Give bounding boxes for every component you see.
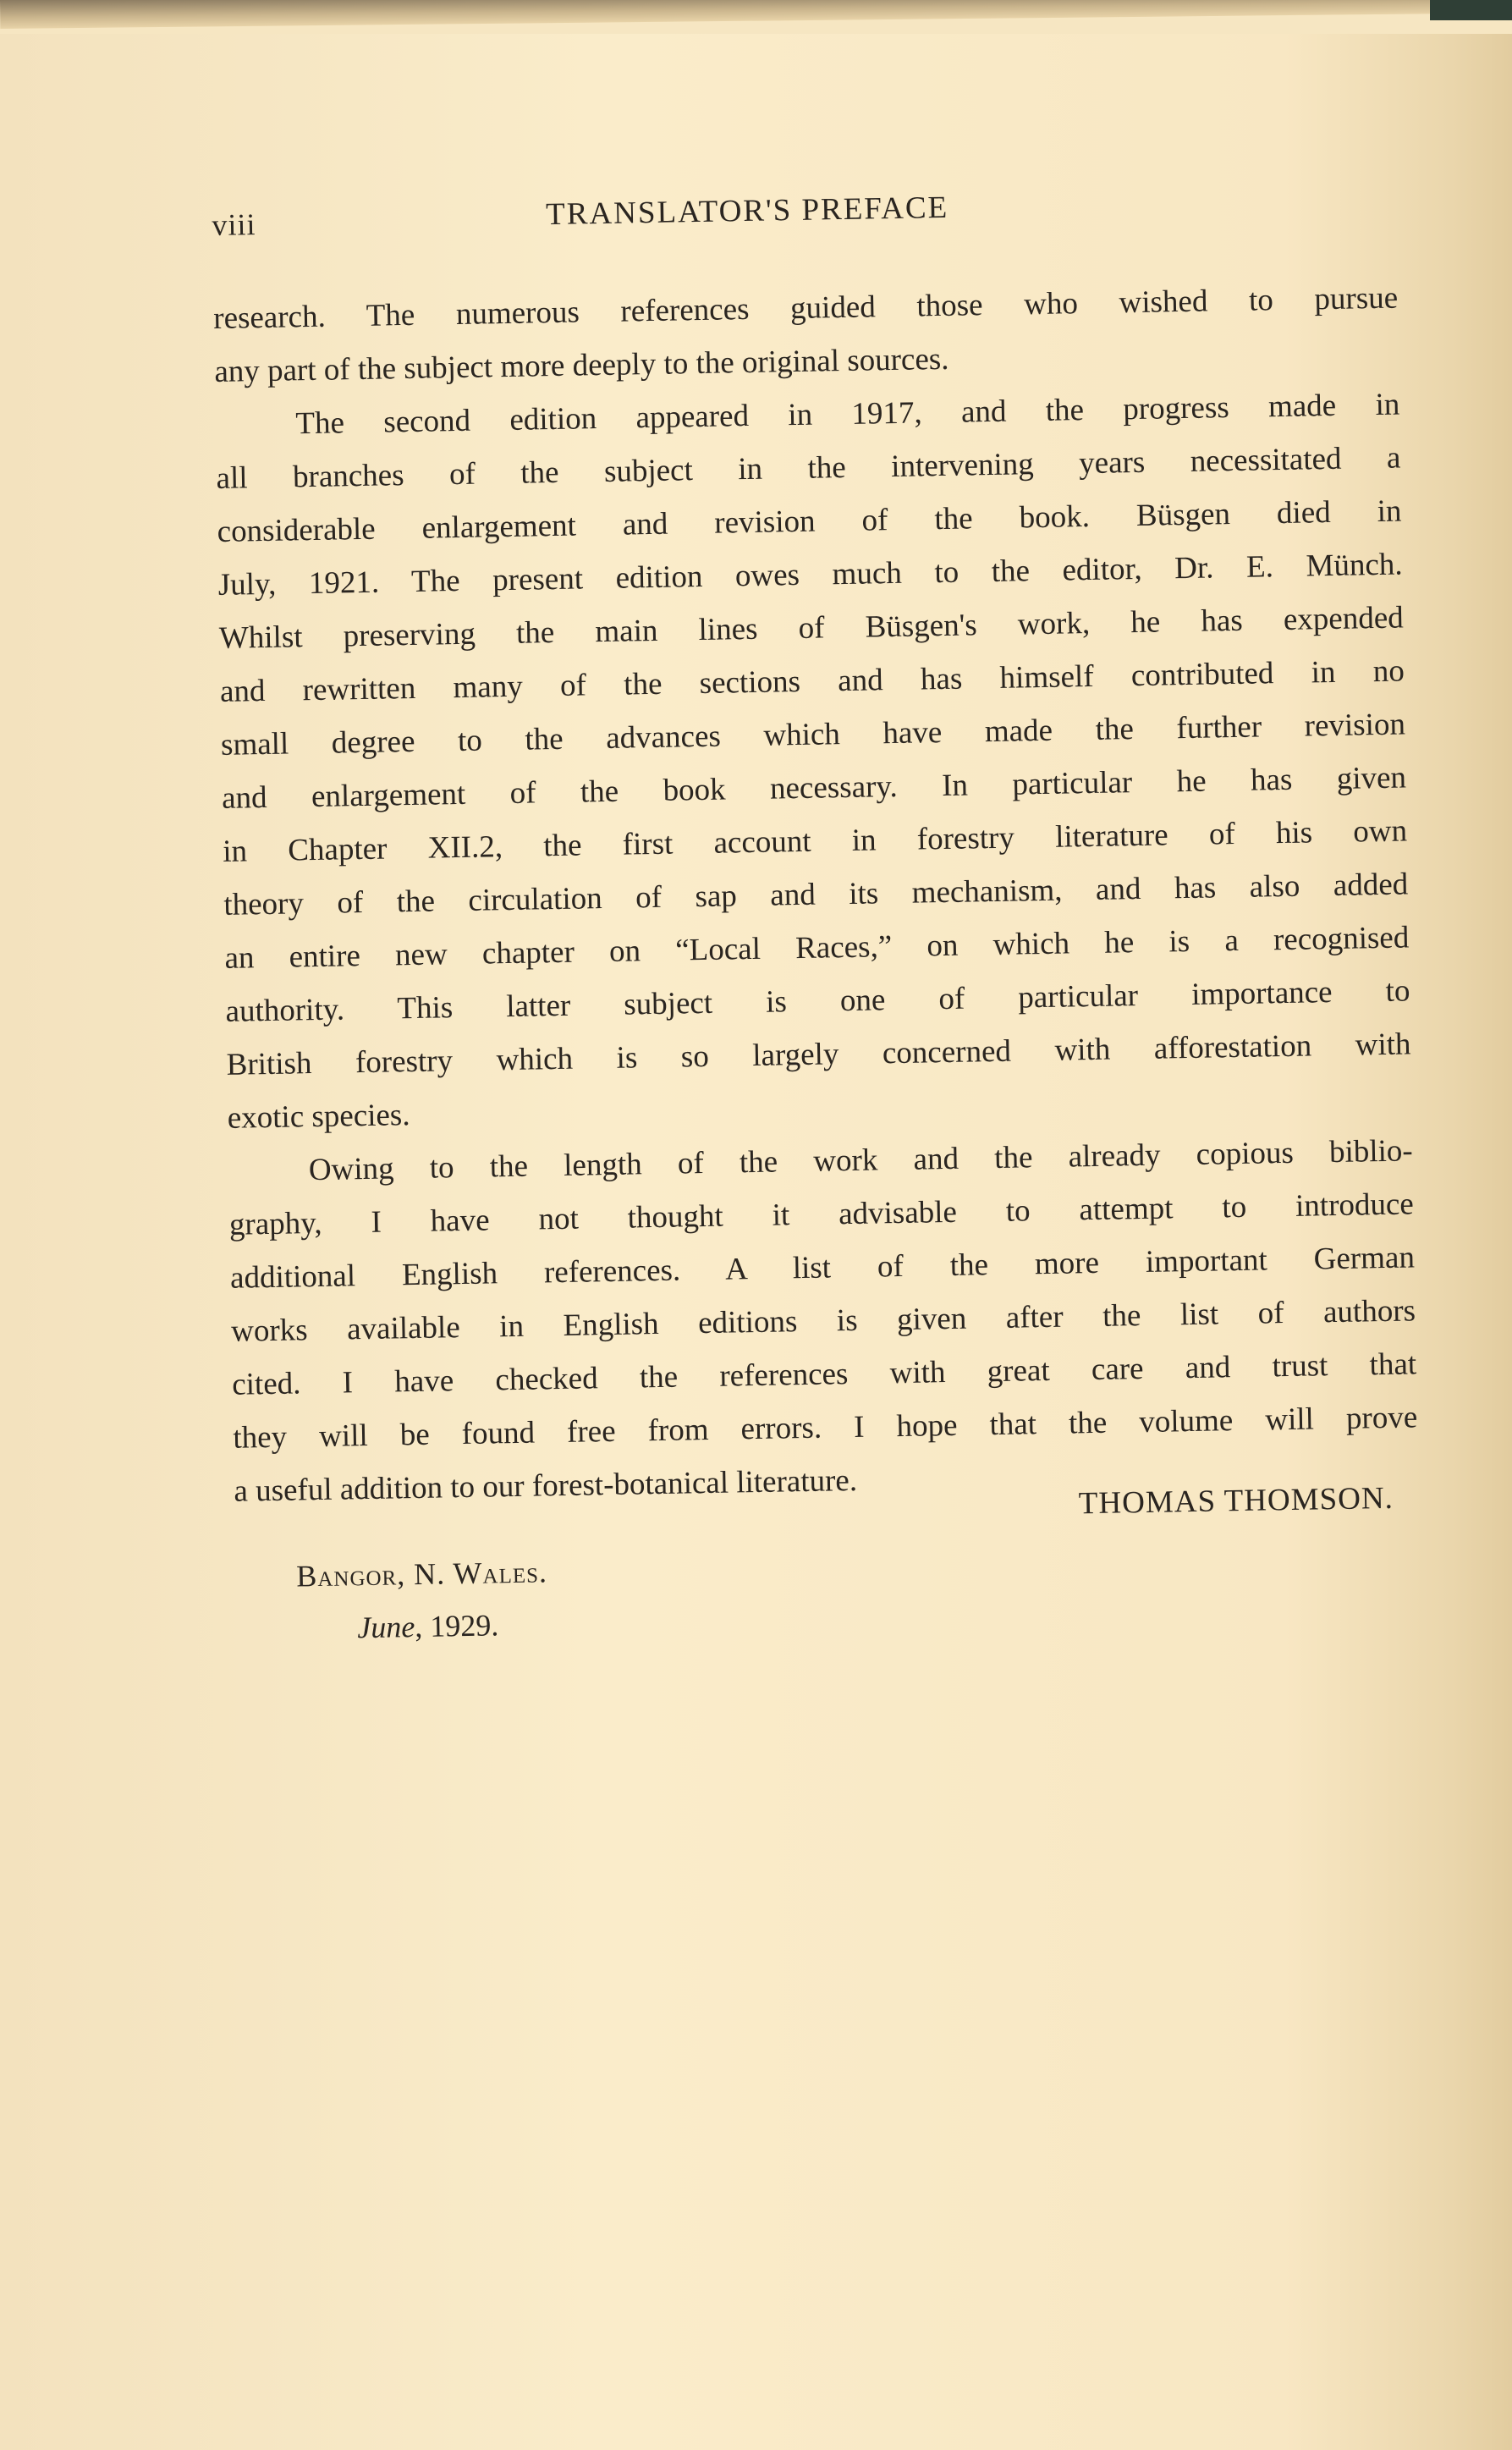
text-line: Owing to the length of the work and the already copious biblio- xyxy=(308,1133,1414,1188)
text-line: July, 1921. The present edition owes much to the editor, Dr. E. Münch. xyxy=(217,547,1403,603)
signature: THOMAS THOMSON. xyxy=(1078,1480,1394,1522)
date-year: , 1929. xyxy=(414,1608,499,1644)
text-line: and rewritten many of the sections and has himself contributed in no xyxy=(219,653,1405,709)
text-line: an entire new chapter on “Local Races,” on which he is a recognised xyxy=(224,920,1410,976)
text-line: exotic species. xyxy=(227,1098,410,1136)
running-title: TRANSLATOR'S PREFACE xyxy=(545,190,949,233)
text-line: British forestry which is so largely concerned with afforestation with xyxy=(226,1027,1411,1082)
text-line: authority. This latter subject is one of particular importance to xyxy=(225,973,1410,1029)
page-number: viii xyxy=(212,207,256,242)
text-line: cited. I have checked the references with great care and trust that xyxy=(231,1346,1417,1402)
text-line: any part of the subject more deeply to the original sources. xyxy=(214,341,949,389)
text-line: graphy, I have not thought it advisable to attempt to introduce xyxy=(228,1186,1415,1242)
text-line: theory of the circulation of sap and its mechanism, and has also added xyxy=(223,867,1409,922)
text-line: Whilst preserving the main lines of Büsgen's work, he has expended xyxy=(218,600,1405,656)
text-line: in Chapter XII.2, the first account in forestry literature of his own xyxy=(222,813,1408,869)
preface-body xyxy=(213,272,1419,1518)
date-month: June xyxy=(356,1610,415,1645)
text-line: they will be found free from errors. I hope that the volume will prove xyxy=(233,1400,1418,1456)
book-edge xyxy=(0,0,1512,29)
text-line: The second edition appeared in 1917, and the progress made in xyxy=(295,387,1400,442)
page-content xyxy=(212,187,1418,1645)
text-line: a useful addition to our forest-botanical literature. xyxy=(234,1462,858,1509)
text-line: considerable enlargement and revision of the book. Büsgen died in xyxy=(217,493,1402,549)
text-line: and enlargement of the book necessary. In particular he has given xyxy=(221,760,1407,816)
text-line: research. The numerous references guided those who wished to pursue xyxy=(212,280,1399,336)
place: Bangor, N. Wales. xyxy=(295,1555,548,1594)
text-line: small degree to the advances which have made the further revision xyxy=(220,707,1406,763)
date xyxy=(357,1607,499,1645)
text-line: additional English references. A list of the more important German xyxy=(229,1240,1416,1296)
book-cover-corner xyxy=(1430,0,1512,20)
book-page xyxy=(0,34,1512,2450)
text-line: all branches of the subject in the intervening years necessitated a xyxy=(216,440,1401,496)
text-line: works available in English editions is given after the list of authors xyxy=(230,1293,1416,1349)
